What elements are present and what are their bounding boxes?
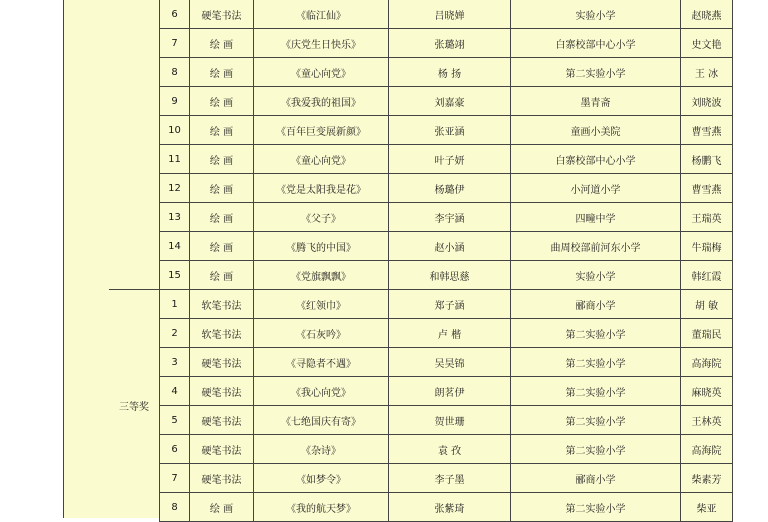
table-row [160, 116, 733, 145]
rank-label-third-prize: 三等奖 [119, 402, 149, 413]
entry-title: 《如梦令》 [254, 464, 389, 493]
entry-category: 软笔书法 [190, 319, 254, 348]
entry-number: 14 [160, 232, 190, 261]
entry-category: 硬笔书法 [190, 0, 254, 29]
entry-school: 童画小美院 [511, 116, 681, 145]
table-row [160, 319, 733, 348]
entry-title: 《临江仙》 [254, 0, 389, 29]
entry-category: 绘 画 [190, 174, 254, 203]
entry-title: 《杂诗》 [254, 435, 389, 464]
entry-number: 2 [160, 319, 190, 348]
entry-school: 郦商小学 [511, 290, 681, 319]
entry-teacher: 王瑞英 [681, 203, 733, 232]
entry-number: 7 [160, 29, 190, 58]
entry-teacher: 高海院 [681, 348, 733, 377]
entry-student: 朗茗伊 [389, 377, 511, 406]
entry-school: 第二实验小学 [511, 58, 681, 87]
entry-student: 张亚涵 [389, 116, 511, 145]
entry-number: 12 [160, 174, 190, 203]
entry-category: 绘 画 [190, 116, 254, 145]
entry-teacher: 柴素芳 [681, 464, 733, 493]
entry-number: 13 [160, 203, 190, 232]
entry-title: 《童心向党》 [254, 58, 389, 87]
entry-title: 《我的航天梦》 [254, 493, 389, 522]
entry-school: 白寨校部中心小学 [511, 145, 681, 174]
entry-school: 第二实验小学 [511, 493, 681, 522]
entry-teacher: 史文艳 [681, 29, 733, 58]
entry-school: 第二实验小学 [511, 406, 681, 435]
entry-title: 《七绝国庆有寄》 [254, 406, 389, 435]
entry-school: 实验小学 [511, 261, 681, 290]
table-row [160, 29, 733, 58]
entry-category: 硬笔书法 [190, 406, 254, 435]
rank-divider [109, 289, 159, 290]
entry-number: 5 [160, 406, 190, 435]
entry-student: 李宇涵 [389, 203, 511, 232]
entry-school: 第二实验小学 [511, 348, 681, 377]
entry-category: 绘 画 [190, 87, 254, 116]
entry-title: 《童心向党》 [254, 145, 389, 174]
entry-teacher: 牛瑞梅 [681, 232, 733, 261]
entry-title: 《百年巨变展新颜》 [254, 116, 389, 145]
entry-category: 软笔书法 [190, 290, 254, 319]
table-row [160, 348, 733, 377]
entry-category: 绘 画 [190, 232, 254, 261]
entry-student: 张璐翊 [389, 29, 511, 58]
entry-teacher: 王 冰 [681, 58, 733, 87]
entry-school: 第二实验小学 [511, 435, 681, 464]
entry-number: 9 [160, 87, 190, 116]
award-table-body [160, 0, 733, 522]
entry-school: 第二实验小学 [511, 319, 681, 348]
entry-student: 吴昊锦 [389, 348, 511, 377]
entry-teacher: 王林英 [681, 406, 733, 435]
entry-teacher: 曹雪燕 [681, 174, 733, 203]
entry-teacher: 柴亚 [681, 493, 733, 522]
entry-student: 赵小涵 [389, 232, 511, 261]
entry-student: 卢 楷 [389, 319, 511, 348]
entry-school: 曲周校部前河东小学 [511, 232, 681, 261]
entry-teacher: 麻晓英 [681, 377, 733, 406]
table-row [160, 493, 733, 522]
entry-title: 《我心向党》 [254, 377, 389, 406]
table-row [160, 203, 733, 232]
entry-student: 和韩思慈 [389, 261, 511, 290]
entry-category: 绘 画 [190, 29, 254, 58]
table-row [160, 145, 733, 174]
entry-category: 绘 画 [190, 58, 254, 87]
entry-number: 4 [160, 377, 190, 406]
entry-teacher: 韩红霞 [681, 261, 733, 290]
entry-student: 贺世珊 [389, 406, 511, 435]
entry-student: 杨璐伊 [389, 174, 511, 203]
entry-teacher: 刘晓波 [681, 87, 733, 116]
table-row [160, 58, 733, 87]
entry-student: 叶子妍 [389, 145, 511, 174]
table-row [160, 406, 733, 435]
rank-column [109, 0, 160, 518]
entry-title: 《党是太阳我是花》 [254, 174, 389, 203]
entry-number: 15 [160, 261, 190, 290]
outer-group-column [63, 0, 111, 518]
entry-teacher: 赵晓燕 [681, 0, 733, 29]
entry-teacher: 杨鹏飞 [681, 145, 733, 174]
entry-title: 《党旗飘飘》 [254, 261, 389, 290]
entry-school: 小河道小学 [511, 174, 681, 203]
entry-teacher: 胡 敏 [681, 290, 733, 319]
entry-title: 《石灰吟》 [254, 319, 389, 348]
entry-category: 硬笔书法 [190, 464, 254, 493]
entry-number: 7 [160, 464, 190, 493]
entry-title: 《寻隐者不遇》 [254, 348, 389, 377]
entry-number: 10 [160, 116, 190, 145]
entry-number: 1 [160, 290, 190, 319]
entry-title: 《我爱我的祖国》 [254, 87, 389, 116]
table-row [160, 174, 733, 203]
entry-school: 白寨校部中心小学 [511, 29, 681, 58]
entry-student: 吕晓婵 [389, 0, 511, 29]
entry-number: 8 [160, 58, 190, 87]
entry-student: 袁 孜 [389, 435, 511, 464]
entry-category: 绘 画 [190, 145, 254, 174]
entry-title: 《庆党生日快乐》 [254, 29, 389, 58]
entry-student: 李子墨 [389, 464, 511, 493]
entry-number: 8 [160, 493, 190, 522]
entry-category: 绘 画 [190, 261, 254, 290]
entry-school: 墨青斋 [511, 87, 681, 116]
entry-category: 硬笔书法 [190, 348, 254, 377]
entry-number: 6 [160, 0, 190, 29]
entry-number: 6 [160, 435, 190, 464]
entry-category: 硬笔书法 [190, 435, 254, 464]
award-table [159, 0, 733, 522]
table-row [160, 87, 733, 116]
table-row [160, 290, 733, 319]
entry-student: 杨 扬 [389, 58, 511, 87]
entry-school: 郦商小学 [511, 464, 681, 493]
entry-title: 《红领巾》 [254, 290, 389, 319]
entry-number: 3 [160, 348, 190, 377]
entry-category: 绘 画 [190, 203, 254, 232]
table-row [160, 0, 733, 29]
entry-school: 第二实验小学 [511, 377, 681, 406]
entry-student: 刘嘉豪 [389, 87, 511, 116]
entry-title: 《腾飞的中国》 [254, 232, 389, 261]
table-row [160, 435, 733, 464]
entry-title: 《父子》 [254, 203, 389, 232]
entry-student: 张紫琦 [389, 493, 511, 522]
entry-student: 郑子涵 [389, 290, 511, 319]
table-row [160, 261, 733, 290]
entry-teacher: 董瑞民 [681, 319, 733, 348]
entry-teacher: 曹雪燕 [681, 116, 733, 145]
entry-category: 绘 画 [190, 493, 254, 522]
entry-school: 实验小学 [511, 0, 681, 29]
table-row [160, 464, 733, 493]
entry-school: 四疃中学 [511, 203, 681, 232]
entry-teacher: 高海院 [681, 435, 733, 464]
entry-number: 11 [160, 145, 190, 174]
table-row [160, 232, 733, 261]
table-row [160, 377, 733, 406]
entry-category: 硬笔书法 [190, 377, 254, 406]
